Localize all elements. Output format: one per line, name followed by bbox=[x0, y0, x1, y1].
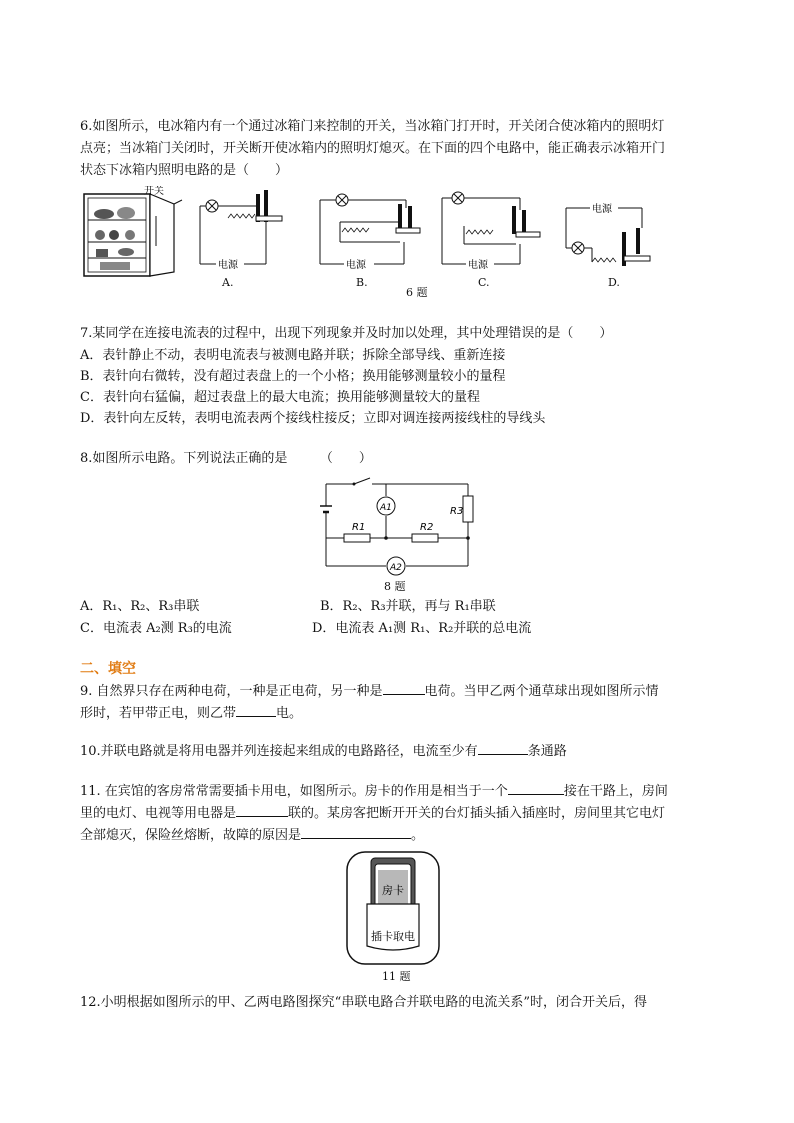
q10-text-b: 条通路 bbox=[527, 744, 567, 759]
room-card-label: 房卡 bbox=[382, 884, 404, 897]
q11-line-2 bbox=[80, 804, 665, 823]
circuit-c-power-label: 电源 bbox=[468, 260, 488, 271]
q11-blank-1[interactable] bbox=[508, 782, 564, 795]
q12-line-1: 12.小明根据如图所示的甲、乙两电路图探究“串联电路合并联电路的电流关系”时，闭合开关后，得 bbox=[80, 995, 647, 1010]
circuit-a-diagram bbox=[186, 188, 296, 274]
q9-line-2 bbox=[80, 704, 302, 723]
fridge-figure bbox=[82, 186, 202, 278]
q11-text-2a: 里的电灯、电视等用电器是 bbox=[80, 806, 237, 821]
room-card-figure bbox=[345, 850, 441, 966]
section-title-fill-in: 二、填空 bbox=[80, 661, 136, 677]
q6-line-2: 点亮；当冰箱门关闭时，开关断开使冰箱内的照明灯熄灭。在下面的四个电路中，能正确表示冰箱开门 bbox=[80, 141, 666, 156]
circuit-a-power-label: 电源 bbox=[218, 260, 238, 271]
q9-blank-2[interactable] bbox=[236, 704, 276, 717]
circuit-d-option: D. bbox=[608, 276, 620, 289]
circuit-c-diagram bbox=[436, 188, 546, 274]
ammeter-a2-label: A2 bbox=[390, 563, 402, 573]
q9-text-2a: 形时，若甲带正电，则乙带 bbox=[80, 706, 237, 721]
q8-circuit-diagram bbox=[318, 470, 478, 580]
q9-text-1b: 电荷。当甲乙两个通草球出现如图所示情 bbox=[424, 684, 659, 699]
q8-option-d: D．电流表 A₁测 R₁、R₂并联的总电流 bbox=[312, 621, 532, 636]
resistor-r3-label: R3 bbox=[450, 506, 464, 517]
q11-text-3a: 全部熄灭，保险丝熔断，故障的原因是 bbox=[80, 828, 302, 843]
q7-option-d: D．表针向左反转，表明电流表两个接线柱接反；立即对调连接两接线柱的导线头 bbox=[80, 411, 546, 426]
q10-line bbox=[80, 742, 567, 761]
q9-text-1a: 9. 自然界只存在两种电荷，一种是正电荷，另一种是 bbox=[80, 684, 383, 699]
resistor-r1-label: R1 bbox=[352, 522, 366, 533]
fig8-caption: 8 题 bbox=[384, 580, 406, 593]
q8-option-a: A．R₁、R₂、R₃串联 bbox=[80, 599, 200, 614]
q6-line-3: 状态下冰箱内照明电路的是（ ） bbox=[80, 163, 289, 178]
q11-blank-2[interactable] bbox=[236, 804, 288, 817]
q6-line-1: 6.如图所示，电冰箱内有一个通过冰箱门来控制的开关，当冰箱门打开时，开关闭合使冰箱内的照明灯 bbox=[80, 119, 665, 134]
q8-stem: 8.如图所示电路。下列说法正确的是 （ ） bbox=[80, 451, 372, 466]
circuit-b-power-label: 电源 bbox=[346, 260, 366, 271]
q11-blank-3[interactable] bbox=[301, 826, 411, 839]
fig6-caption: 6 题 bbox=[406, 286, 428, 299]
q11-text-1b: 接在干路上，房间 bbox=[563, 784, 668, 799]
q7-option-a: A．表针静止不动，表明电流表与被测电路并联；拆除全部导线、重新连接 bbox=[80, 348, 506, 363]
resistor-r2-label: R2 bbox=[420, 522, 434, 533]
q7-stem: 7.某同学在连接电流表的过程中，出现下列现象并及时加以处理，其中处理错误的是（ ） bbox=[80, 326, 613, 341]
q10-blank[interactable] bbox=[478, 742, 528, 755]
q7-option-c: C．表针向右猛偏，超过表盘上的最大电流；换用能够测量较大的量程 bbox=[80, 390, 480, 405]
q9-line-1 bbox=[80, 682, 659, 701]
q11-line-1 bbox=[80, 782, 668, 801]
circuit-b-diagram bbox=[316, 188, 426, 274]
q9-blank-1[interactable] bbox=[383, 682, 425, 695]
q7-option-b: B．表针向右微转，没有超过表盘上的一个小格；换用能够测量较小的量程 bbox=[80, 369, 506, 384]
q11-text-3b: 。 bbox=[411, 828, 425, 843]
fridge-switch-label: 开关 bbox=[144, 186, 164, 197]
ammeter-a1-label: A1 bbox=[380, 503, 392, 513]
q11-line-3 bbox=[80, 826, 424, 845]
q10-text-a: 10.并联电路就是将用电器并列连接起来组成的电路路径，电流至少有 bbox=[80, 744, 478, 759]
circuit-a-option: A. bbox=[222, 276, 234, 289]
circuit-c-option: C. bbox=[478, 276, 490, 289]
q8-option-c: C．电流表 A₂测 R₃的电流 bbox=[80, 621, 232, 636]
q11-text-2b: 联的。某房客把断开开关的台灯插头插入插座时，房间里其它电灯 bbox=[288, 806, 666, 821]
circuit-d-diagram bbox=[560, 196, 670, 276]
circuit-d-power-label: 电源 bbox=[592, 204, 612, 215]
fig11-caption: 11 题 bbox=[382, 970, 411, 983]
card-slot-label: 插卡取电 bbox=[371, 930, 415, 943]
q9-text-2b: 电。 bbox=[276, 706, 303, 721]
q8-option-b: B．R₂、R₃并联，再与 R₁串联 bbox=[320, 599, 496, 614]
circuit-b-option: B. bbox=[356, 276, 368, 289]
q11-text-1a: 11. 在宾馆的客房常常需要插卡用电，如图所示。房卡的作用是相当于一个 bbox=[80, 784, 508, 799]
